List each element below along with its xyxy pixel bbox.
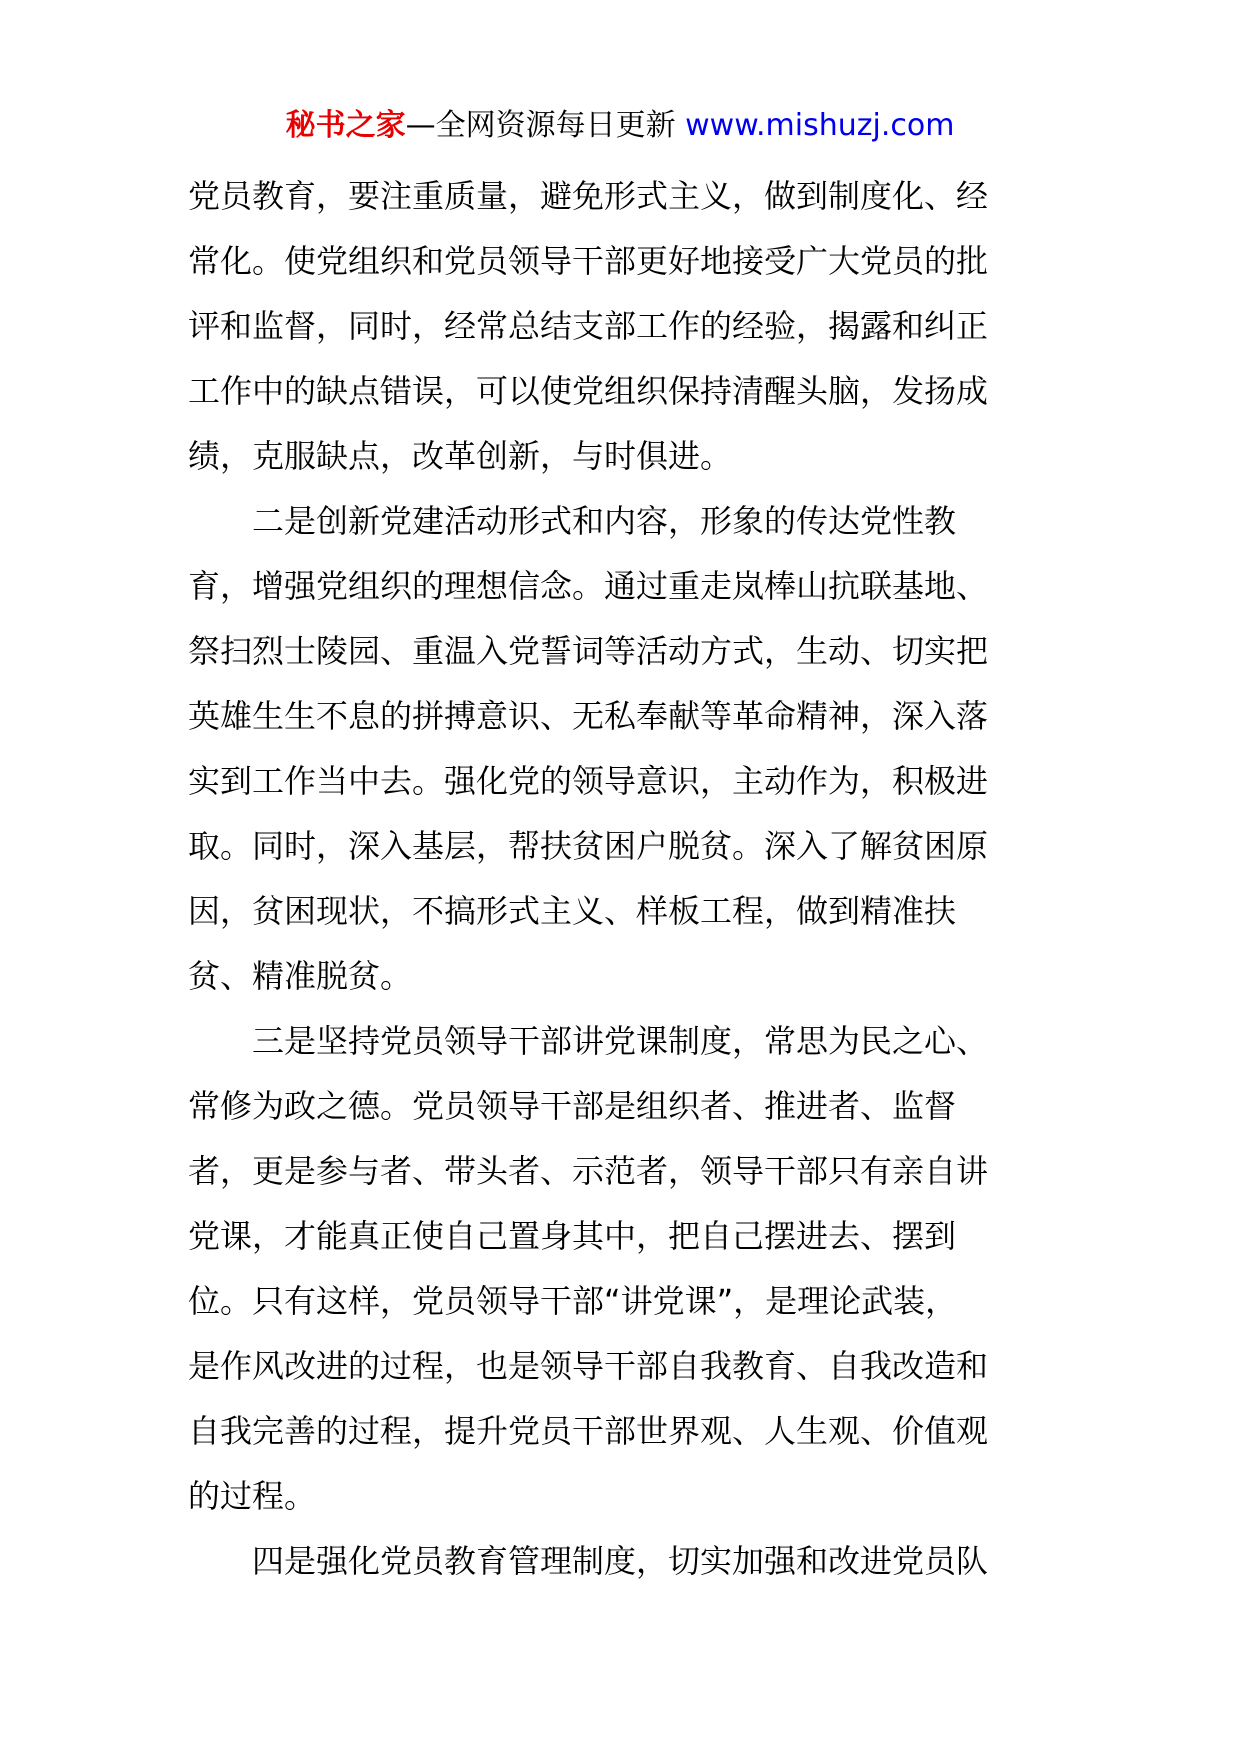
paragraph-start-line: 二是创新党建活动形式和内容，形象的传达党性教 (252, 502, 957, 540)
text-line: 常化。使党组织和党员领导干部更好地接受广大党员的批 (188, 242, 989, 280)
text-line: 祭扫烈士陵园、重温入党誓词等活动方式，生动、切实把 (188, 632, 989, 670)
text-line: 英雄生生不息的拼搏意识、无私奉献等革命精神，深入落 (188, 697, 989, 735)
text-line: 党员教育，要注重质量，避免形式主义，做到制度化、经 (188, 177, 989, 215)
document-body (188, 164, 1058, 1594)
text-line: 绩，克服缺点，改革创新，与时俱进。 (188, 437, 733, 475)
text-line: 实到工作当中去。强化党的领导意识，主动作为，积极进 (188, 762, 989, 800)
page-header (0, 98, 1240, 154)
site-url-link[interactable]: www.mishuzj.com (685, 108, 955, 143)
header-tagline: —全网资源每日更新 (405, 108, 676, 143)
text-line: 取。同时，深入基层，帮扶贫困户脱贫。深入了解贫困原 (188, 827, 989, 865)
text-line: 自我完善的过程，提升党员干部世界观、人生观、价值观 (188, 1412, 989, 1450)
text-line: 者，更是参与者、带头者、示范者，领导干部只有亲自讲 (188, 1152, 989, 1190)
paragraph-start-line: 四是强化党员教育管理制度，切实加强和改进党员队 (252, 1542, 989, 1580)
text-line: 位。只有这样，党员领导干部“讲党课”，是理论武装， (188, 1282, 958, 1320)
text-line: 因，贫困现状，不搞形式主义、样板工程，做到精准扶 (188, 892, 957, 930)
text-line: 贫、精准脱贫。 (188, 957, 413, 995)
text-line: 育，增强党组织的理想信念。通过重走岚棒山抗联基地、 (188, 567, 989, 605)
text-line: 党课，才能真正使自己置身其中，把自己摆进去、摆到 (188, 1217, 957, 1255)
text-line: 评和监督，同时，经常总结支部工作的经验，揭露和纠正 (188, 307, 989, 345)
text-line: 常修为政之德。党员领导干部是组织者、推进者、监督 (188, 1087, 957, 1125)
text-line: 是作风改进的过程，也是领导干部自我教育、自我改造和 (188, 1347, 989, 1385)
paragraph-start-line: 三是坚持党员领导干部讲党课制度，常思为民之心、 (252, 1022, 989, 1060)
text-line: 工作中的缺点错误，可以使党组织保持清醒头脑，发扬成 (188, 372, 989, 410)
brand-name: 秘书之家 (285, 108, 406, 143)
text-line: 的过程。 (188, 1477, 317, 1515)
